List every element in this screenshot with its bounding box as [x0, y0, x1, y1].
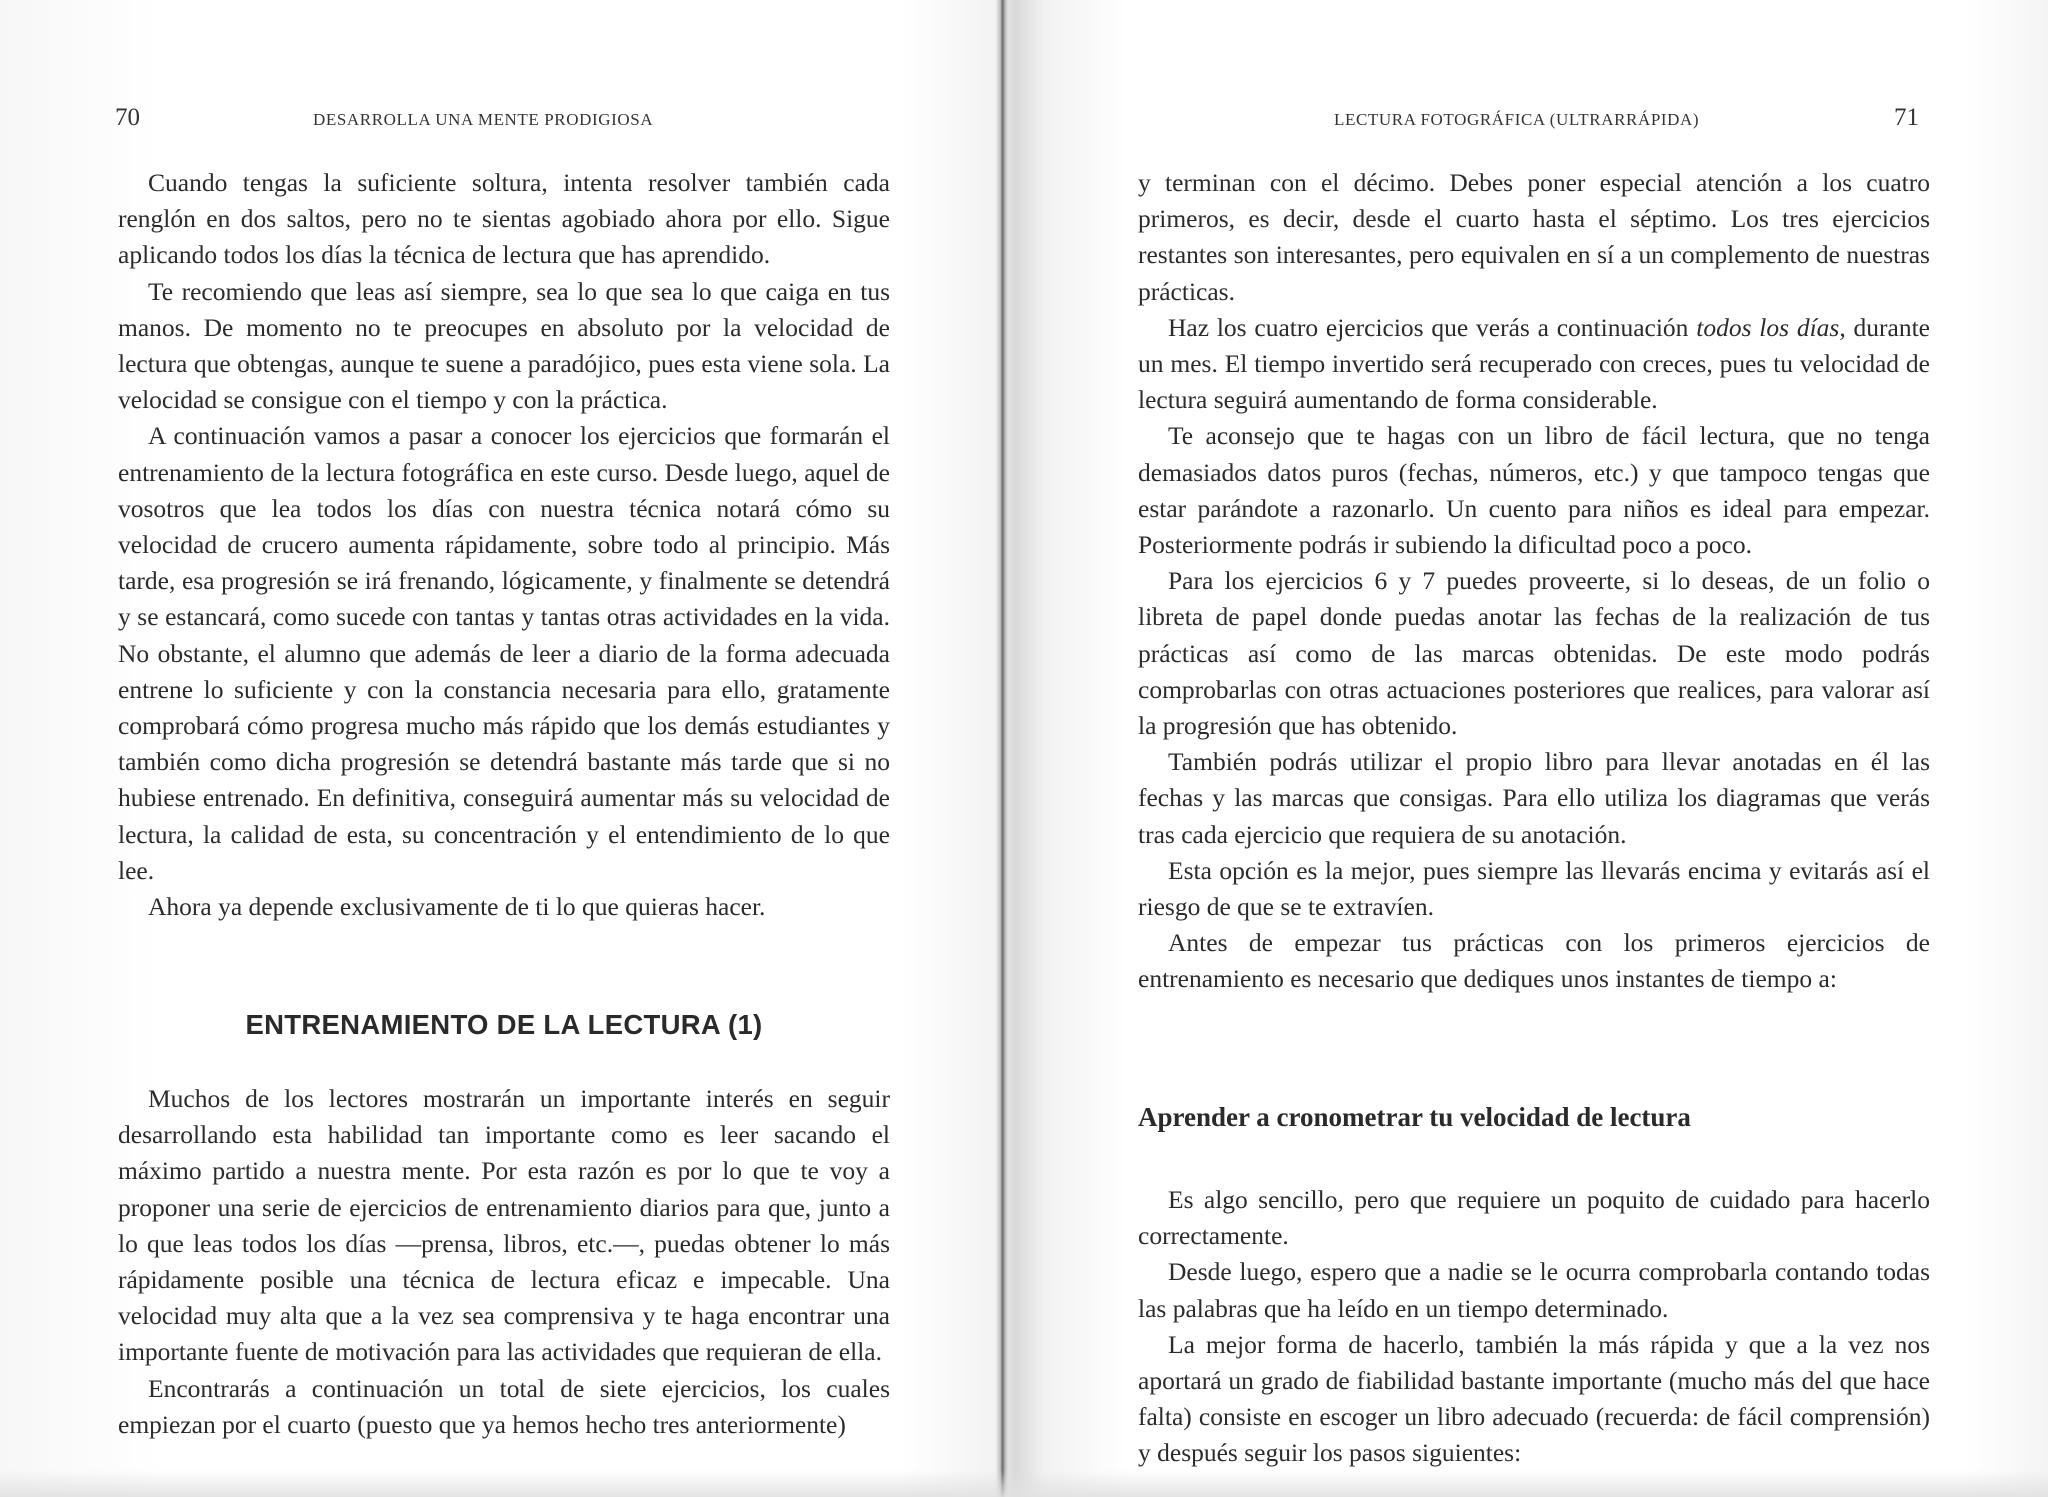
section-heading: ENTRENAMIENTO DE LA LECTURA (1): [245, 1009, 763, 1040]
body-text-top: [118, 165, 890, 925]
paragraph: Muchos de los lectores mostrarán un importante interés en seguir desarrollando esta habilidad tan importante como es leer sacando el máximo partido a nuestra mente. Por esta razón es por lo que te voy a proponer una serie de ejercicios de entrenamiento diarios para que, junto a lo que leas todos los días —prensa, libros, etc.—, puedas obtener lo más rápidamente posible una técnica de lectura eficaz e impecable. Una velocidad muy alta que a la vez sea comprensiva y te haga encontrar una importante fuente de motivación para las actividades que requieran de ella.: [118, 1084, 890, 1367]
paragraph: Te recomiendo que leas así siempre, sea lo que sea lo que caiga en tus manos. De momento no te preocupes en absoluto por la velocidad de lectura que obtengas, aunque te suene a paradójico, pues esta viene sola. La velocidad se consigue con el tiempo y con la práctica.: [118, 276, 890, 415]
paragraph: Desde luego, espero que a nadie se le ocurra comprobarla contando todas las palabras que ha leído en un tiempo determinado.: [1138, 1257, 1930, 1323]
running-head: DESARROLLA UNA MENTE PRODIGIOSA: [313, 110, 654, 129]
emphasis-text: todos los días,: [1696, 312, 1846, 342]
page-bottom-shadow: [0, 1470, 2048, 1497]
paragraph: También podrás utilizar el propio libro para llevar anotadas en él las fechas y las marcas que consigas. Para ello utiliza los diagramas que verás tras cada ejercicio que requiera de su anotación.: [1138, 747, 1930, 849]
paragraph: Es algo sencillo, pero que requiere un poquito de cuidado para hacerlo correctamente.: [1138, 1185, 1930, 1251]
sub-heading: Aprender a cronometrar tu velocidad de lectura: [1138, 1102, 1691, 1132]
book-gutter: [996, 0, 1008, 1497]
paragraph: Encontrarás a continuación un total de siete ejercicios, los cuales empiezan por el cuarto (puesto que ya hemos hecho tres anteriormente): [118, 1373, 890, 1439]
running-head: LECTURA FOTOGRÁFICA (ULTRARRÁPIDA): [1334, 110, 1700, 129]
paragraph: [1138, 310, 1930, 419]
body-text-bottom: [1138, 1182, 1930, 1472]
right-page: [1008, 0, 2048, 1497]
body-text-bottom: [118, 1081, 890, 1443]
body-text-top: [1138, 165, 1930, 998]
paragraph: Te aconsejo que te hagas con un libro de fácil lectura, que no tenga demasiados datos puros (fechas, números, etc.) y que tampoco tengas que estar parándote a razonarlo. Un cuento para niños es ideal para empezar. Posteriormente podrás ir subiendo la dificultad poco a poco.: [1138, 421, 1930, 560]
paragraph: Antes de empezar tus prácticas con los primeros ejercicios de entrenamiento es necesario que dediques unos instantes de tiempo a:: [1138, 928, 1930, 994]
paragraph: Para los ejercicios 6 y 7 puedes proveerte, si lo deseas, de un folio o libreta de papel donde puedas anotar las fechas de la realización de tus prácticas así como de las marcas obtenidas. De este modo podrás comprobarlas con otras actuaciones posteriores que realices, para valorar así la progresión que has obtenido.: [1138, 566, 1930, 741]
paragraph: Esta opción es la mejor, pues siempre las llevarás encima y evitarás así el riesgo de que se te extravíen.: [1138, 855, 1930, 922]
paragraph: A continuación vamos a pasar a conocer los ejercicios que formarán el entrenamiento de la lectura fotográfica en este curso. Desde luego, aquel de vosotros que lea todos los días con nuestra técnica notará cómo su velocidad de crucero aumenta rápidamente, sobre todo al principio. Más tarde, esa progresión se irá frenando, lógicamente, y finalmente se detendrá y se estancará, como sucede con tantas y tantas otras actividades en la vida. No obstante, el alumno que además de leer a diario de la forma adecuada entrene lo suficiente y con la constancia necesaria para ello, gratamente comprobará cómo progresa mucho más rápido que los demás estudiantes y también como dicha progresión se detendrá bastante más tarde que si no hubiese entrenado. En definitiva, conseguirá aumentar más su velocidad de lectura, la calidad de esta, su concentración y el entendimiento de lo que lee.: [118, 421, 890, 885]
page-number: 70: [115, 104, 140, 131]
paragraph-text: durante un mes. El tiempo invertido será recuperado con creces, pues tu velocidad de lectura seguirá aumentando de forma considerable.: [1138, 312, 1930, 415]
paragraph: La mejor forma de hacerlo, también la más rápida y que a la vez nos aportará un grado de fiabilidad bastante importante (mucho más del que hace falta) consiste en escoger un libro adecuado (recuerda: de fácil comprensión) y después seguir los pasos siguientes:: [1138, 1329, 1930, 1468]
left-page: [0, 0, 996, 1497]
page-number: 71: [1894, 104, 1919, 131]
paragraph-text: Haz los cuatro ejercicios que verás a continuación: [1168, 312, 1697, 342]
paragraph: y terminan con el décimo. Debes poner especial atención a los cuatro primeros, es decir, desde el cuarto hasta el séptimo. Los tres ejercicios restantes son interesantes, pero equivalen en sí a un complemento de nuestras prácticas.: [1138, 168, 1930, 306]
paragraph: Cuando tengas la suficiente soltura, intenta resolver también cada renglón en dos saltos, pero no te sientas agobiado ahora por ello. Sigue aplicando todos los días la técnica de lectura que has aprendido.: [118, 168, 890, 270]
paragraph: Ahora ya depende exclusivamente de ti lo que quieras hacer.: [148, 892, 766, 922]
